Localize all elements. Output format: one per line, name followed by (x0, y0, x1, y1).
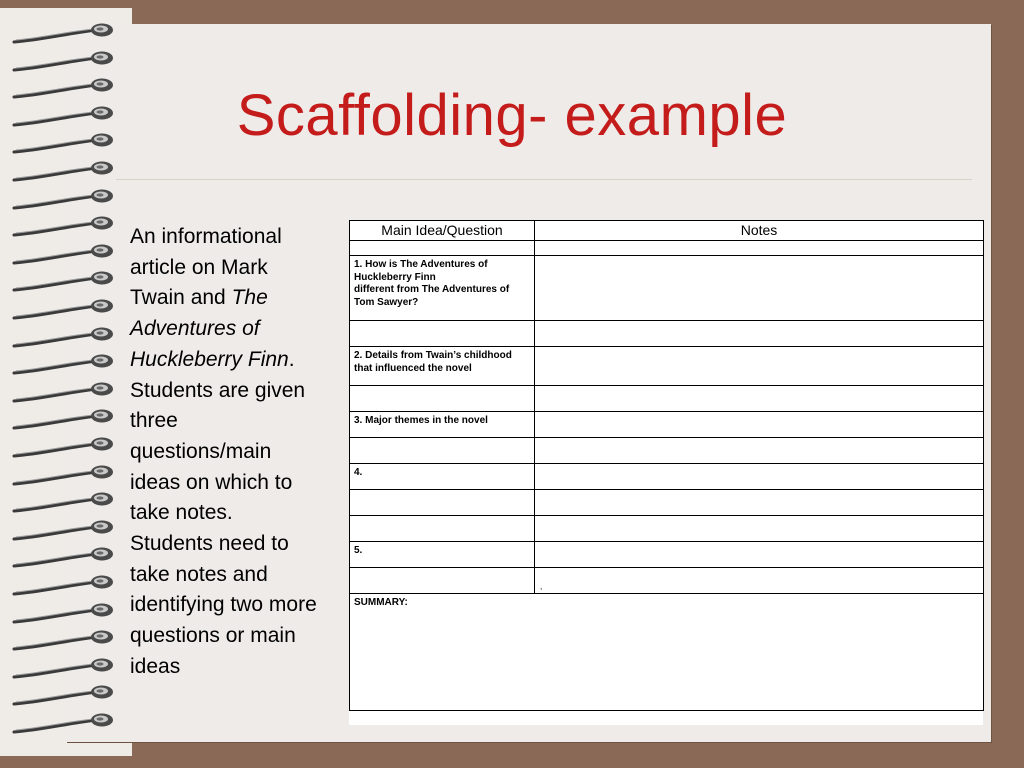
description-text-1: An informational article on Mark Twain and (130, 225, 282, 310)
spiral-ring-icon (10, 682, 120, 708)
question-1-line-1: 1. How is The Adventures of Huckleberry Finn (354, 259, 488, 283)
notes-cell[interactable] (535, 438, 984, 464)
spiral-ring-icon (10, 186, 120, 212)
spiral-ring-icon (10, 213, 120, 239)
notes-cell[interactable] (535, 386, 984, 412)
spiral-ring-icon (10, 710, 120, 736)
spiral-ring-icon (10, 379, 120, 405)
notes-cell[interactable] (535, 490, 984, 516)
question-1-line-2: different from The Adventures of Tom Sawyer? (354, 284, 510, 308)
table-cell (350, 438, 535, 464)
summary-label: SUMMARY: (354, 597, 408, 608)
notes-cell[interactable] (535, 347, 984, 386)
spiral-ring-icon (10, 268, 120, 294)
spiral-ring-icon (10, 655, 120, 681)
spiral-ring-icon (10, 406, 120, 432)
spiral-ring-icon (10, 572, 120, 598)
description-text-2: . Students are given three questions/main ideas on which to take notes. Students need to take notes and identifying two more questions or main ideas (130, 347, 317, 678)
spiral-ring-icon (10, 489, 120, 515)
table-cell (350, 516, 535, 542)
notes-cell[interactable] (535, 542, 984, 568)
notes-cell[interactable] (535, 412, 984, 438)
spiral-ring-icon (10, 351, 120, 377)
table-cell (535, 241, 984, 256)
spiral-ring-icon (10, 296, 120, 322)
notes-table-container (349, 220, 983, 725)
spiral-ring-icon (10, 517, 120, 543)
question-3-cell: 3. Major themes in the novel (350, 412, 535, 438)
spiral-ring-icon (10, 600, 120, 626)
comma-mark: , (540, 582, 543, 591)
question-4-cell: 4. (350, 464, 535, 490)
table-cell (350, 490, 535, 516)
table-cell (350, 386, 535, 412)
spiral-ring-icon (10, 627, 120, 653)
spiral-ring-icon (10, 48, 120, 74)
spiral-ring-icon (10, 544, 120, 570)
column-header-notes: Notes (535, 221, 984, 241)
notes-cell[interactable] (535, 516, 984, 542)
notes-cell[interactable] (535, 568, 984, 594)
slide-title: Scaffolding- example (236, 83, 788, 148)
summary-cell[interactable] (350, 594, 984, 711)
table-cell (350, 321, 535, 347)
notes-cell[interactable] (535, 321, 984, 347)
notes-cell[interactable] (535, 464, 984, 490)
question-5-cell: 5. (350, 542, 535, 568)
notes-table (349, 220, 984, 711)
question-1-cell (350, 256, 535, 321)
spiral-ring-icon (10, 20, 120, 46)
table-cell (350, 568, 535, 594)
slide-description (130, 222, 320, 683)
spiral-ring-icon (10, 241, 120, 267)
title-divider (116, 179, 972, 180)
spiral-ring-icon (10, 434, 120, 460)
notes-cell[interactable] (535, 256, 984, 321)
description-book-title: The Adventures of Huckleberry Finn (130, 286, 289, 371)
question-2-cell: 2. Details from Twain’s childhood that influenced the novel (350, 347, 535, 386)
spiral-ring-icon (10, 324, 120, 350)
spiral-ring-icon (10, 462, 120, 488)
column-header-main-idea: Main Idea/Question (350, 221, 535, 241)
spiral-ring-icon (10, 158, 120, 184)
table-cell (350, 241, 535, 256)
